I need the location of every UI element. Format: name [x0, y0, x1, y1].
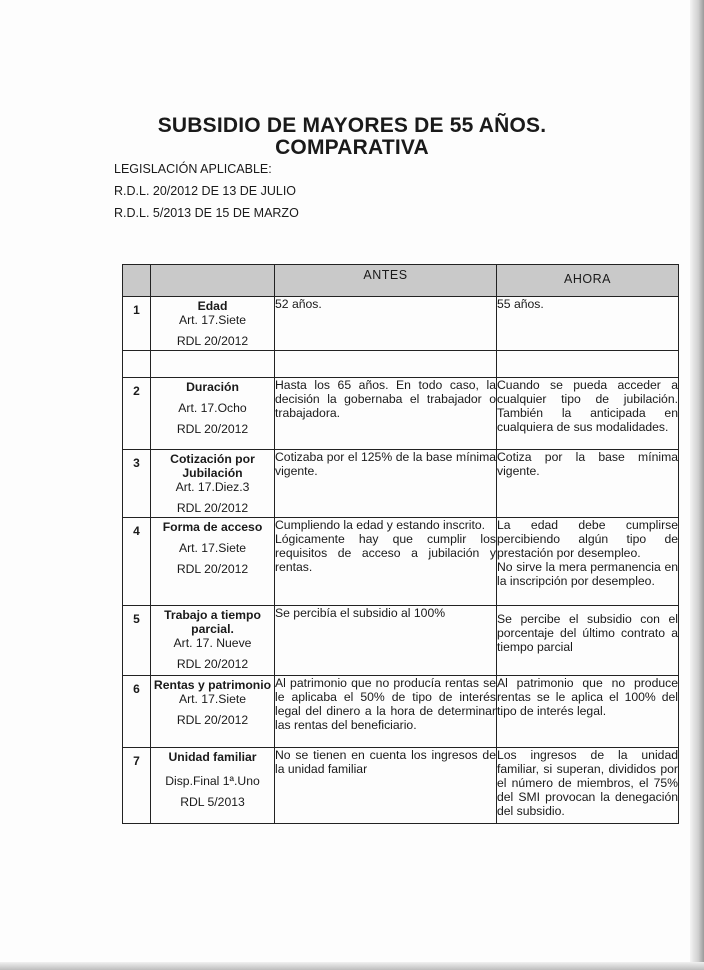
- item-article: Art. 17.Siete: [178, 692, 247, 706]
- cell-antes: 52 años.: [275, 297, 497, 351]
- row-item: [151, 378, 275, 450]
- document-title: SUBSIDIO DE MAYORES DE 55 AÑOS.: [157, 114, 547, 137]
- item-rdl: RDL 20/2012: [176, 657, 249, 671]
- row-item: [151, 676, 275, 748]
- item-rdl: RDL 5/2013: [180, 795, 245, 809]
- item-name: Edad: [197, 299, 228, 313]
- item-article: Art. 17.Siete: [178, 541, 247, 555]
- item-article: Art. 17.Ocho: [178, 401, 247, 415]
- item-name: Rentas y patrimonio: [153, 678, 272, 692]
- page-bottom-shadow: [0, 962, 704, 970]
- table-header-row: [123, 265, 679, 297]
- cell-ahora: Al patrimonio que no produce rentas se le aplica el 100% del tipo de interés legal.: [497, 676, 679, 748]
- cell-ahora: Cuando se pueda acceder a cualquier tipo de jubilación. También la anticipada en cualquiera de sus modalidades.: [497, 378, 679, 450]
- row-item: [151, 450, 275, 518]
- cell-ahora: La edad debe cumplirse percibiendo algún tipo de prestación por desempleo. No sirve la mera permanencia en la inscripción por desempleo.: [497, 518, 679, 606]
- item-name: Trabajo a tiempo parcial.: [164, 608, 261, 636]
- row-number: 3: [123, 450, 151, 518]
- table-row: [123, 676, 679, 748]
- row-item: [151, 297, 275, 351]
- cell-ahora: 55 años.: [497, 297, 679, 351]
- row-number: 1: [123, 297, 151, 351]
- header-ahora: AHORA: [497, 265, 679, 297]
- cell-antes: Al patrimonio que no producía rentas se le aplicaba el 50% de tipo de interés legal del dinero a la hora de determinar las rentas del beneficiario.: [275, 676, 497, 748]
- item-name: Duración: [186, 380, 239, 394]
- item-name: Forma de acceso: [162, 520, 263, 534]
- comparison-table: [122, 264, 679, 824]
- row-number: 2: [123, 378, 151, 450]
- table-spacer-row: [123, 351, 679, 378]
- table-row: [123, 378, 679, 450]
- row-number: 6: [123, 676, 151, 748]
- item-rdl: RDL 20/2012: [176, 334, 249, 348]
- table-row: [123, 518, 679, 606]
- cell-antes: Cotizaba por el 125% de la base mínima vigente.: [275, 450, 497, 518]
- item-article: Art. 17.Diez.3: [175, 480, 250, 494]
- item-article: Art. 17.Siete: [178, 313, 247, 327]
- item-rdl: RDL 20/2012: [176, 713, 249, 727]
- item-rdl: RDL 20/2012: [176, 501, 249, 515]
- table-row: [123, 606, 679, 676]
- header-blank: [151, 265, 275, 297]
- item-rdl: RDL 20/2012: [176, 422, 249, 436]
- table-row: [123, 297, 679, 351]
- item-name: Unidad familiar: [168, 750, 257, 764]
- header-antes: ANTES: [275, 265, 497, 297]
- table-row: [123, 450, 679, 518]
- cell-antes: Se percibía el subsidio al 100%: [275, 606, 497, 676]
- item-name: Cotización por Jubilación: [170, 452, 255, 480]
- row-item: [151, 748, 275, 824]
- header-blank: [123, 265, 151, 297]
- legislation-heading: LEGISLACIÓN APLICABLE:: [114, 162, 272, 176]
- table-row: [123, 748, 679, 824]
- cell-antes: Hasta los 65 años. En todo caso, la decisión la gobernaba el trabajador o trabajadora.: [275, 378, 497, 450]
- row-number: 5: [123, 606, 151, 676]
- cell-ahora: Cotiza por la base mínima vigente.: [497, 450, 679, 518]
- legislation-item: R.D.L. 20/2012 DE 13 DE JULIO: [114, 184, 297, 198]
- item-article: Art. 17. Nueve: [173, 636, 252, 650]
- legislation-item: R.D.L. 5/2013 DE 15 DE MARZO: [114, 206, 299, 220]
- cell-ahora: Se percibe el subsidio con el porcentaje del último contrato a tiempo parcial: [497, 606, 679, 676]
- row-item: [151, 606, 275, 676]
- cell-ahora: Los ingresos de la unidad familiar, si superan, divididos por el número de miembros, el 75% del SMI provocan la denegación del subsidio.: [497, 748, 679, 824]
- cell-antes: Cumpliendo la edad y estando inscrito. Lógicamente hay que cumplir los requisitos de acceso a jubilación y rentas.: [275, 518, 497, 606]
- document-subtitle: COMPARATIVA: [275, 136, 429, 159]
- item-rdl: RDL 20/2012: [176, 562, 249, 576]
- item-article: Disp.Final 1ª.Uno: [165, 774, 260, 788]
- row-item: [151, 518, 275, 606]
- cell-antes: No se tienen en cuenta los ingresos de la unidad familiar: [275, 748, 497, 824]
- row-number: 4: [123, 518, 151, 606]
- row-number: 7: [123, 748, 151, 824]
